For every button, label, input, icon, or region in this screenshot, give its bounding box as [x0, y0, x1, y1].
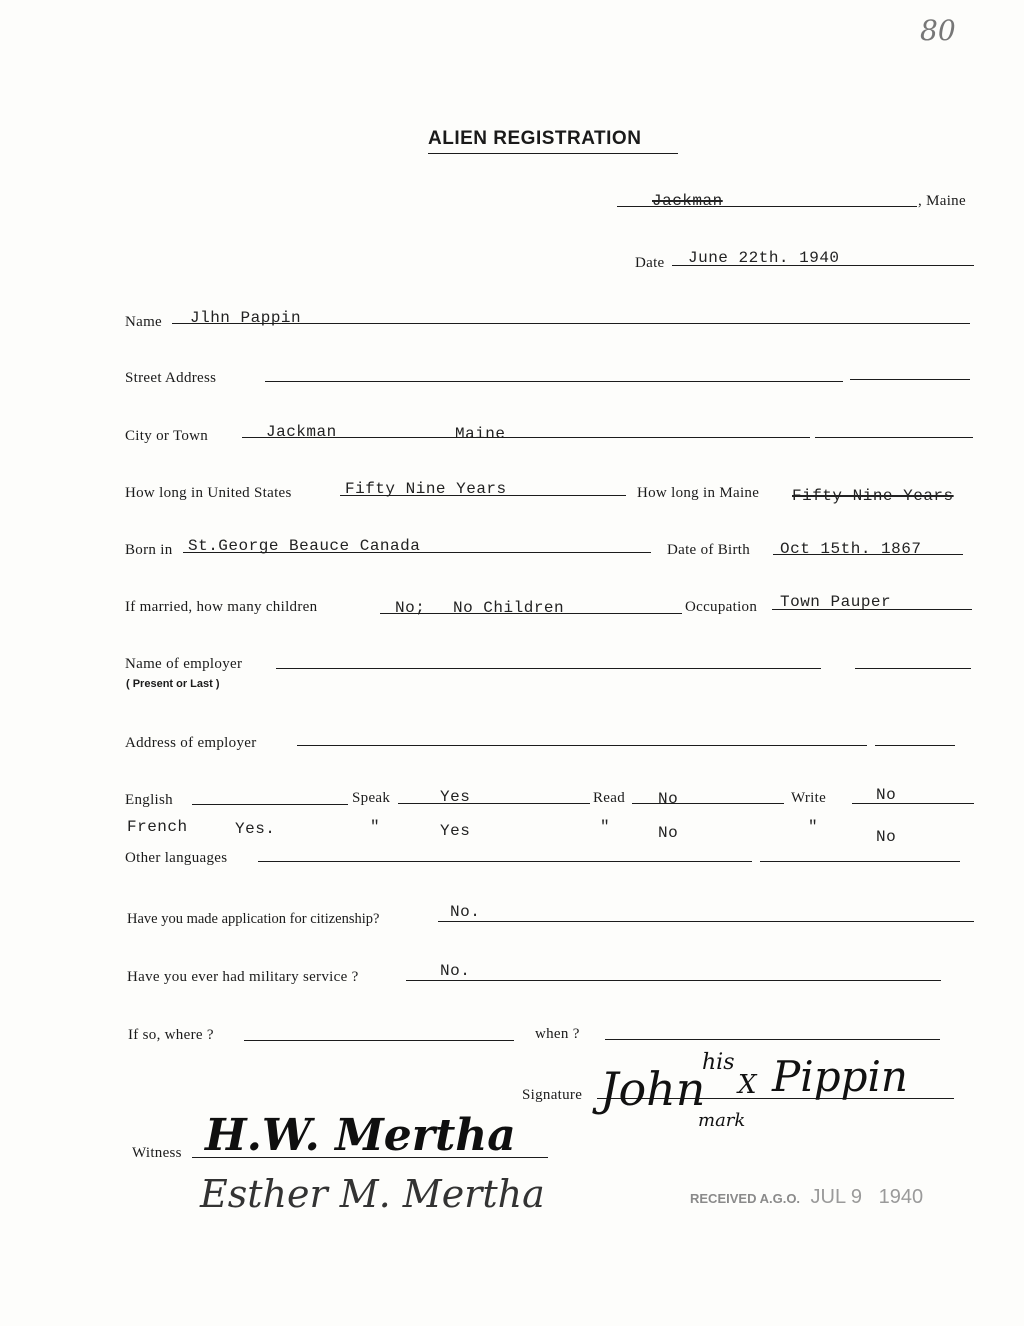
name-value: Jlhn Pappin [190, 309, 302, 327]
location-state-label: , Maine [918, 193, 966, 209]
read-label: Read [593, 790, 626, 806]
received-stamp-date: JUL 9 1940 [810, 1186, 924, 1208]
how-long-maine-label: How long in Maine [637, 485, 760, 501]
received-stamp-text: RECEIVED A.G.O. [690, 1191, 801, 1206]
military-value: No. [440, 962, 471, 980]
english-read-value: No [658, 790, 679, 808]
married-label: If married, how many children [125, 599, 318, 615]
name-line [172, 323, 970, 324]
military-label: Have you ever had military service ? [127, 969, 359, 985]
when-label: when ? [535, 1026, 580, 1042]
french-ditto-read: " [600, 818, 611, 836]
other-languages-line [258, 861, 752, 862]
how-long-us-line [340, 495, 626, 496]
city-state-value: Maine [455, 425, 506, 443]
name-label: Name [125, 314, 163, 330]
signature-label: Signature [522, 1087, 583, 1103]
other-languages-line-2 [760, 861, 960, 862]
employer-name-line [276, 668, 821, 669]
how-long-us-label: How long in United States [125, 485, 292, 501]
french-ditto-write: " [808, 818, 819, 836]
city-line-2 [815, 437, 973, 438]
signature-mark-x: X [738, 1070, 757, 1100]
speak-line [398, 803, 590, 804]
employer-address-line [297, 745, 867, 746]
signature-name-part1: John [600, 1062, 706, 1116]
born-in-value: St.George Beauce Canada [188, 537, 421, 555]
street-address-line [265, 381, 843, 382]
french-write-value: No [876, 828, 897, 846]
married-value-b: No Children [453, 599, 565, 617]
date-value: June 22th. 1940 [688, 249, 840, 267]
when-line [605, 1039, 940, 1040]
read-line [632, 803, 784, 804]
citizenship-label: Have you made application for citizenship? [127, 911, 380, 927]
received-stamp [690, 1186, 923, 1209]
employer-address-label: Address of employer [125, 735, 257, 751]
city-line [242, 437, 810, 438]
occupation-label: Occupation [685, 599, 758, 615]
born-in-label: Born in [125, 542, 173, 558]
french-label: French [127, 818, 188, 836]
title-underline [428, 153, 678, 154]
date-line [672, 265, 974, 266]
occupation-line [772, 609, 972, 610]
citizenship-value: No. [450, 903, 481, 921]
french-read-value: No [658, 824, 679, 842]
city-label: City or Town [125, 428, 209, 444]
english-line [192, 804, 348, 805]
signature-name-part2: Pippin [772, 1052, 908, 1101]
english-speak-value: Yes [440, 788, 471, 806]
married-value-a: No; [395, 599, 426, 617]
english-write-value: No [876, 786, 897, 804]
french-value: Yes. [235, 820, 276, 838]
page-number: 80 [920, 14, 956, 47]
how-long-us-value: Fifty Nine Years [345, 480, 507, 498]
where-line [244, 1040, 514, 1041]
english-label: English [125, 792, 173, 808]
signature-mark: mark [698, 1110, 746, 1131]
witness-signature-1: H.W. Mertha [205, 1110, 516, 1161]
city-town-value: Jackman [266, 423, 337, 441]
street-address-line-2 [850, 379, 970, 380]
employer-name-sublabel: ( Present or Last ) [126, 678, 220, 690]
speak-label: Speak [352, 790, 391, 806]
where-label: If so, where ? [128, 1027, 214, 1043]
form-title: ALIEN REGISTRATION [428, 128, 642, 149]
employer-address-line-2 [875, 745, 955, 746]
location-line [617, 206, 917, 207]
signature-his: his [702, 1050, 735, 1075]
location-town: Jackman [652, 192, 723, 210]
write-line [852, 803, 974, 804]
employer-name-label: Name of employer [125, 656, 243, 672]
citizenship-line [438, 921, 974, 922]
how-long-maine-value: Fifty Nine Years [792, 487, 954, 505]
born-in-line [183, 552, 651, 553]
date-label: Date [635, 255, 665, 271]
employer-name-line-2 [855, 668, 971, 669]
witness-signature-2: Esther M. Mertha [200, 1172, 545, 1216]
date-of-birth-line [773, 554, 963, 555]
military-line [406, 980, 941, 981]
date-of-birth-label: Date of Birth [667, 542, 751, 558]
street-address-label: Street Address [125, 370, 217, 386]
french-speak-value: Yes [440, 822, 471, 840]
other-languages-label: Other languages [125, 850, 228, 866]
occupation-value: Town Pauper [780, 593, 892, 611]
french-ditto-speak: " [370, 818, 381, 836]
write-label: Write [791, 790, 827, 806]
married-line [380, 613, 682, 614]
witness-label: Witness [132, 1145, 182, 1161]
date-of-birth-value: Oct 15th. 1867 [780, 540, 922, 558]
